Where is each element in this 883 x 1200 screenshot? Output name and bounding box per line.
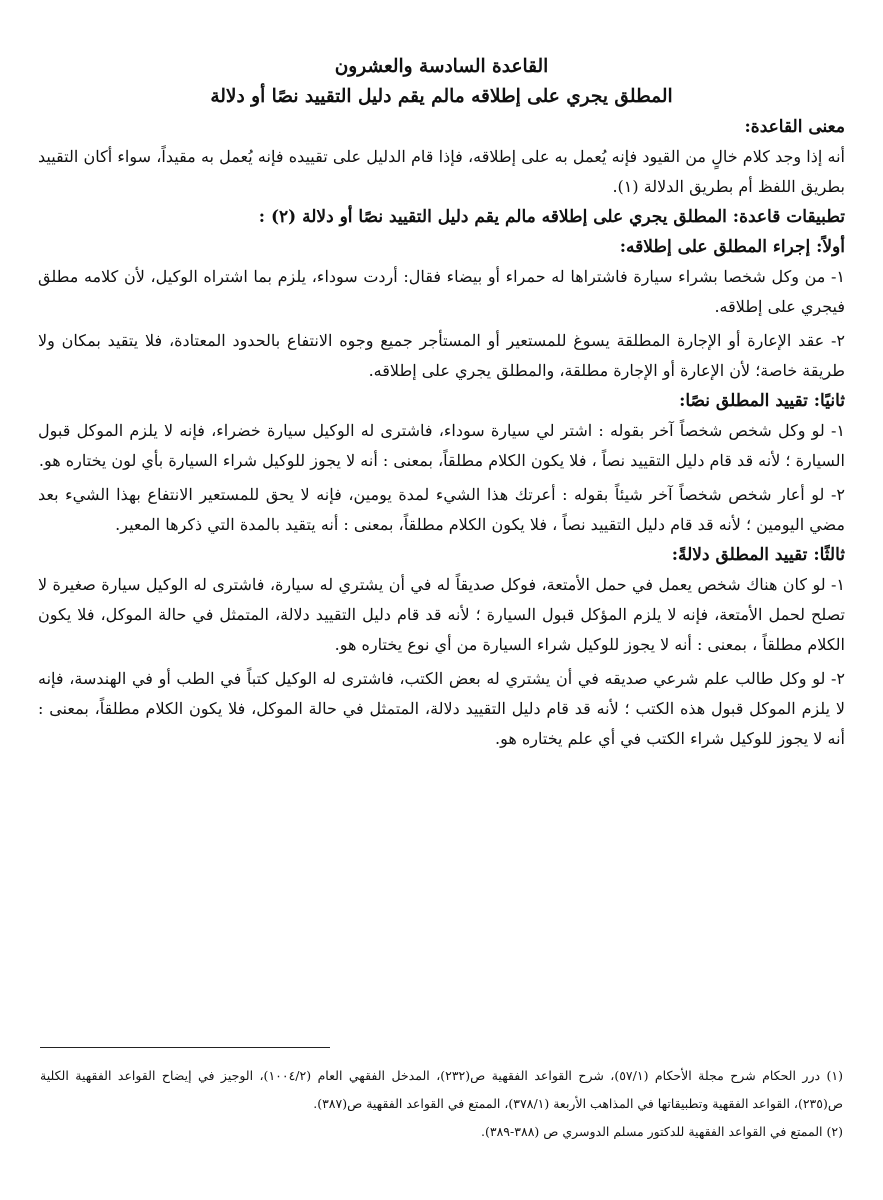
section-3-item-1: ١- لو كان هناك شخص يعمل في حمل الأمتعة، فوكل صديقاً له في أن يشتري له سيارة، فاشترى له الوكيل سيارة صغيرة لا تصلح لحمل الأمتعة، فإنه لا يلزم المؤكل قبول السيارة ؛ لأنه قد قام دليل التقييد دلالة، المتمثل في حالة الموكل، فلا يكون الكلام مطلقاً ، بمعنى : أنه لا يجوز للوكيل شراء السيارة من أي نوع يختاره هو. bbox=[38, 575, 845, 654]
footnote-divider bbox=[40, 1047, 330, 1048]
footnotes bbox=[40, 1062, 843, 1146]
main-content bbox=[38, 52, 845, 754]
meaning-heading: معنى القاعدة: bbox=[744, 117, 845, 137]
rule-number-title: القاعدة السادسة والعشرون bbox=[334, 56, 549, 77]
section-1-heading: أولاً: إجراء المطلق على إطلاقه: bbox=[619, 237, 845, 257]
applications-heading: تطبيقات قاعدة: المطلق يجري على إطلاقه مالم يقم دليل التقييد نصًا أو دلالة (٢) : bbox=[258, 207, 845, 227]
meaning-paragraph: أنه إذا وجد كلام خالٍ من القيود فإنه يُعمل به على إطلاقه، فإذا قام الدليل على تقييده فإنه يُعمل به مقيداً، سواء أكان التقييد بطريق اللفظ أم بطريق الدلالة (١). bbox=[38, 147, 845, 196]
footnote-2: (٢) الممتع في القواعد الفقهية للدكتور مسلم الدوسري ص (٣٨٨-٣٨٩). bbox=[481, 1124, 843, 1139]
section-1-item-2: ٢- عقد الإعارة أو الإجارة المطلقة يسوغ للمستعير أو المستأجر جميع وجوه الانتفاع بالحدود المعتادة، فلا يتقيد بمكان ولا طريقة خاصة؛ لأن الإعارة أو الإجارة مطلقة، والمطلق يجري على إطلاقه. bbox=[38, 331, 846, 380]
footnote-1: (١) درر الحكام شرح مجلة الأحكام (٥٧/١)، شرح القواعد الفقهية ص(٢٣٢)، المدخل الفقهي العام (١٠٠٤/٢)، الوجيز في إيضاح القواعد الفقهية الكلية ص(٢٣٥)، القواعد الفقهية وتطبيقاتها في المذاهب الأربعة (٣٧٨/١)، الممتع في القواعد الفقهية ص(٣٨٧). bbox=[40, 1068, 843, 1111]
section-2-heading: ثانيًا: تقييد المطلق نصًا: bbox=[679, 391, 845, 411]
section-2-item-2: ٢- لو أعار شخص شخصاً آخر شيئاً بقوله : أعرتك هذا الشيء لمدة يومين، فإنه لا يحق للمستعير الانتفاع بهذا الشيء بعد مضي اليومين ؛ لأنه قد قام دليل التقييد نصاً ، فلا يكون الكلام مطلقاً، بمعنى : أنه يتقيد بالمدة التي ذكرها المعير. bbox=[38, 485, 845, 534]
section-3-item-2: ٢- لو وكل طالب علم شرعي صديقه في أن يشتري له بعض الكتب، فاشترى له الوكيل كتباً في الطب أو في الهندسة، فإنه لا يلزم الموكل قبول هذه الكتب ؛ لأنه قد قام دليل التقييد دلالة، المتمثل في حالة الموكل، فلا يكون الكلام مطلقاً، بمعنى : أنه لا يجوز للوكيل شراء الكتب في أي علم يختاره هو. bbox=[38, 669, 846, 748]
rule-statement-title: المطلق يجري على إطلاقه مالم يقم دليل التقييد نصًا أو دلالة bbox=[210, 86, 673, 107]
section-3-heading: ثالثًا: تقييد المطلق دلالةً: bbox=[671, 545, 845, 565]
section-2-item-1: ١- لو وكل شخص شخصاً آخر بقوله : اشتر لي سيارة سوداء، فاشترى له الوكيل سيارة خضراء، فإنه لا يلزم الموكل قبول السيارة ؛ لأنه قد قام دليل التقييد نصاً ، فلا يكون الكلام مطلقاً، بمعنى : أنه لا يجوز للوكيل شراء السيارة بأي لون يختاره هو. bbox=[38, 421, 845, 470]
section-1-item-1: ١- من وكل شخصا بشراء سيارة فاشتراها له حمراء أو بيضاء فقال: أردت سوداء، يلزم بما اشتراه الوكيل، لأن كلامه مطلق فيجري على إطلاقه. bbox=[38, 267, 845, 316]
